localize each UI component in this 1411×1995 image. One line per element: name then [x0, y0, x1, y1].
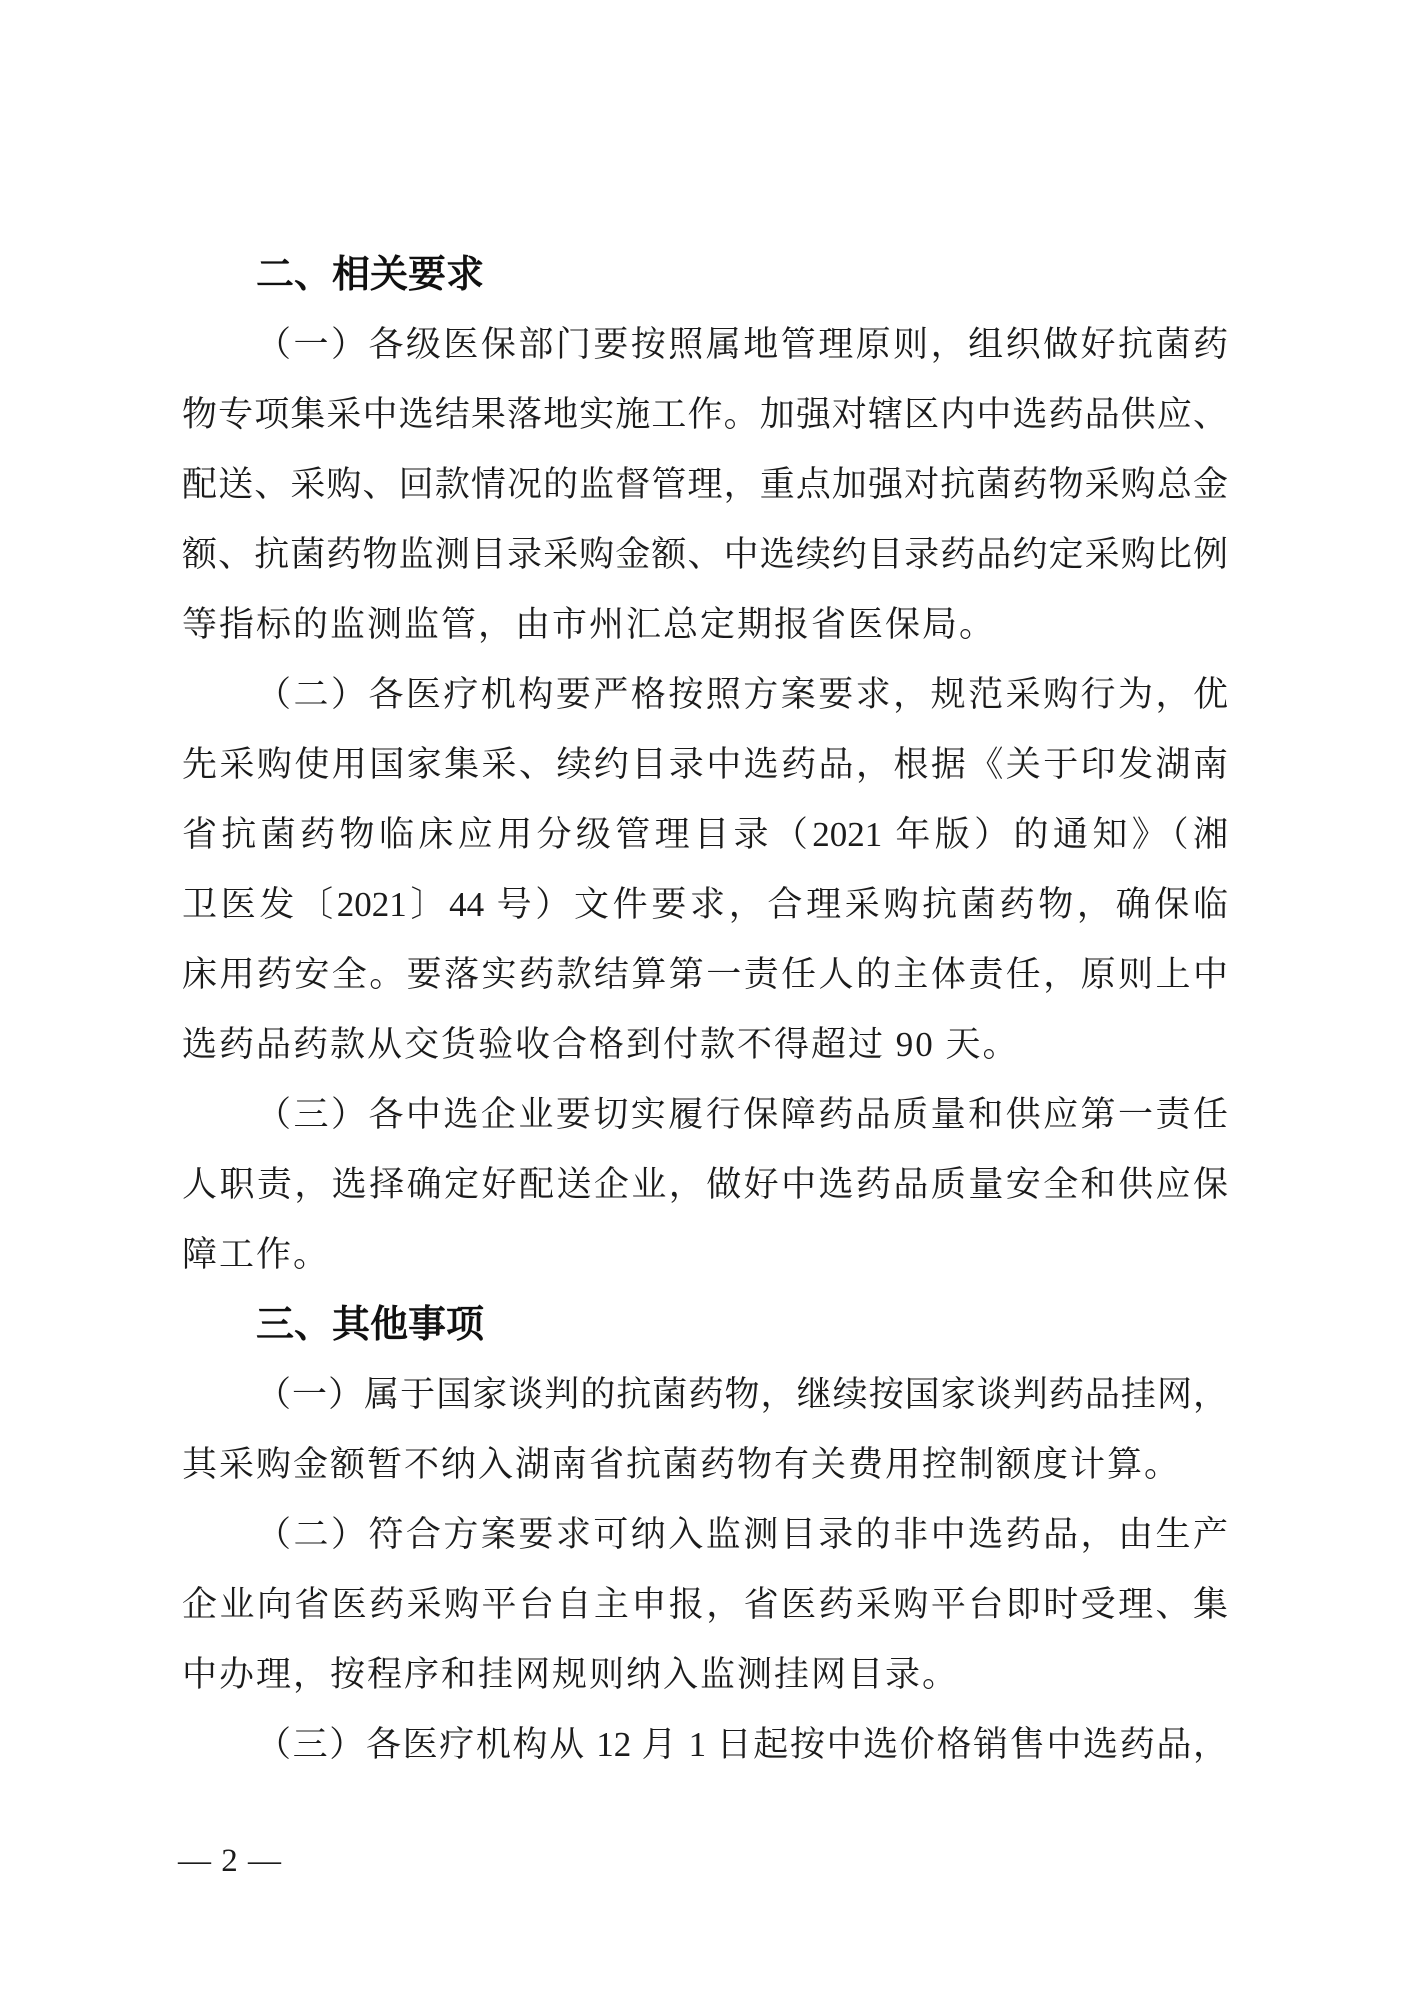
- doc-line: 床用药安全。要落实药款结算第一责任人的主体责任，原则上中: [182, 955, 1228, 994]
- document-page: [182, 240, 1228, 1780]
- heading-other-matters: 三、其他事项: [256, 1304, 485, 1346]
- doc-line: 配送、采购、回款情况的监督管理，重点加强对抗菌药物采购总金: [182, 465, 1228, 504]
- doc-line: （三）各中选企业要切实履行保障药品质量和供应第一责任: [256, 1095, 1228, 1134]
- doc-line: 卫医发〔2021〕44 号）文件要求，合理采购抗菌药物，确保临: [182, 885, 1228, 924]
- doc-line: 物专项集采中选结果落地实施工作。加强对辖区内中选药品供应、: [182, 395, 1228, 434]
- doc-line: （三）各医疗机构从 12 月 1 日起按中选价格销售中选药品，: [256, 1725, 1228, 1764]
- doc-line: 选药品药款从交货验收合格到付款不得超过 90 天。: [182, 1025, 1020, 1064]
- doc-line: 中办理，按程序和挂网规则纳入监测挂网目录。: [182, 1655, 960, 1694]
- doc-line: 其采购金额暂不纳入湖南省抗菌药物有关费用控制额度计算。: [182, 1445, 1182, 1484]
- doc-line: 等指标的监测监管，由市州汇总定期报省医保局。: [182, 605, 997, 644]
- doc-line: 人职责，选择确定好配送企业，做好中选药品质量安全和供应保: [182, 1165, 1228, 1204]
- doc-line: （一）各级医保部门要按照属地管理原则，组织做好抗菌药: [256, 325, 1228, 364]
- doc-line: 省抗菌药物临床应用分级管理目录（2021 年版）的通知》（湘: [182, 815, 1228, 854]
- page-number: — 2 —: [178, 1843, 282, 1879]
- doc-line: 企业向省医药采购平台自主申报，省医药采购平台即时受理、集: [182, 1585, 1228, 1624]
- doc-line: （二）各医疗机构要严格按照方案要求，规范采购行为，优: [256, 675, 1228, 714]
- heading-related-requirements: 二、相关要求: [256, 254, 485, 296]
- doc-line: 先采购使用国家集采、续约目录中选药品，根据《关于印发湖南: [182, 745, 1228, 784]
- doc-line: 额、抗菌药物监测目录采购金额、中选续约目录药品约定采购比例: [182, 535, 1228, 574]
- doc-line: 障工作。: [182, 1235, 331, 1274]
- doc-line: （一）属于国家谈判的抗菌药物，继续按国家谈判药品挂网，: [256, 1375, 1228, 1414]
- doc-line: （二）符合方案要求可纳入监测目录的非中选药品，由生产: [256, 1515, 1228, 1554]
